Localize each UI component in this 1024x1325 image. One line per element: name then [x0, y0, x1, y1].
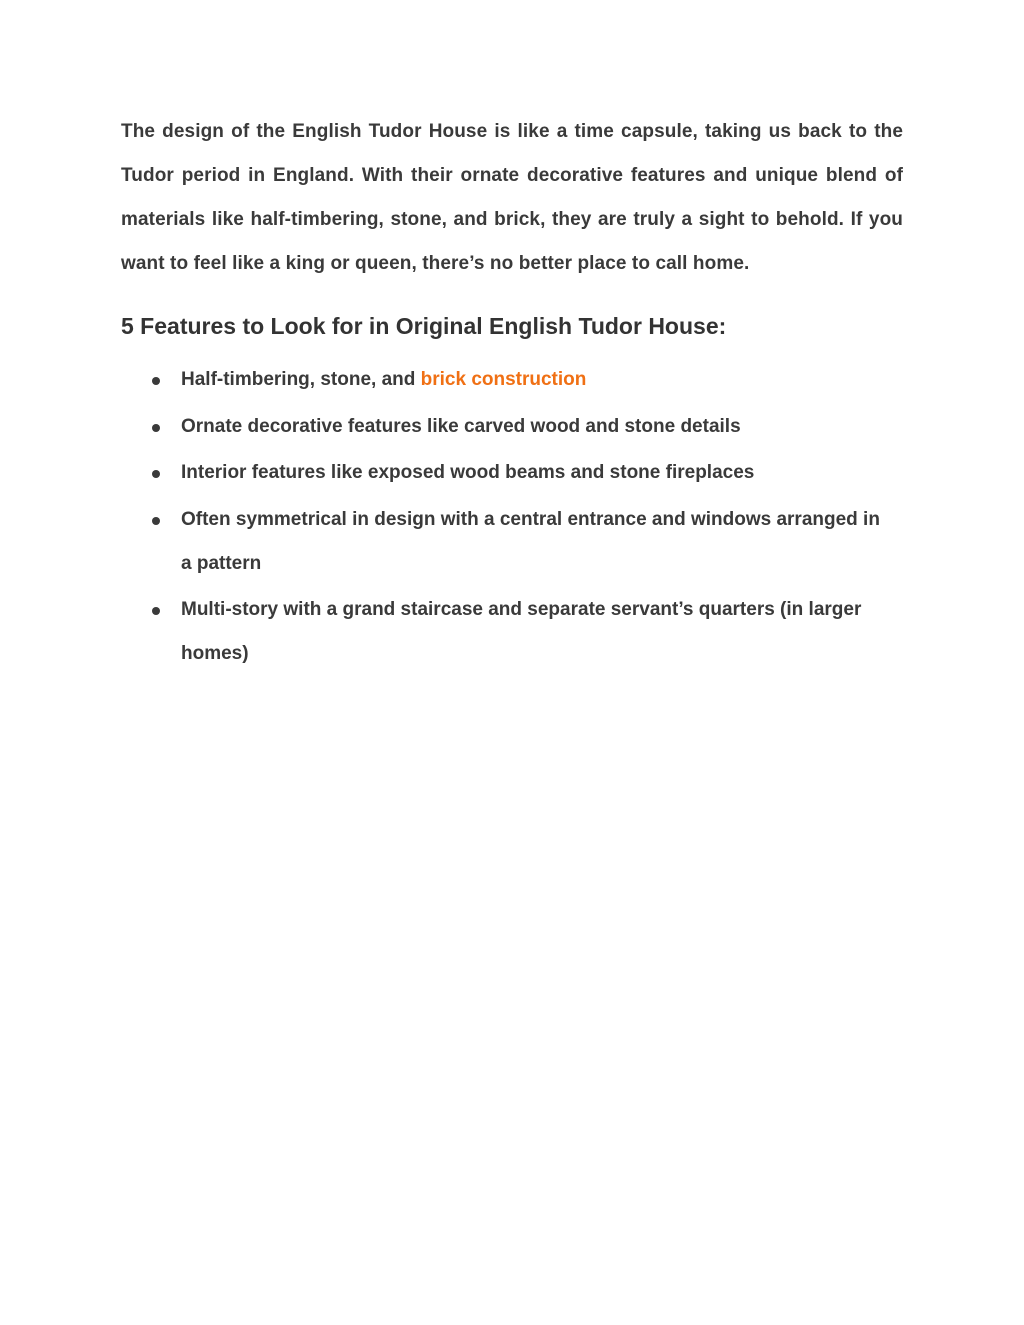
list-item-text: Half-timbering, stone, and	[181, 369, 421, 390]
brick-construction-link[interactable]: brick construction	[420, 369, 587, 390]
list-item	[121, 358, 903, 402]
list-item-text: Often symmetrical in design with a central entrance and windows arranged in a pattern	[181, 508, 880, 574]
list-item	[121, 498, 903, 586]
list-item-text: Ornate decorative features like carved wood and stone details	[181, 415, 741, 437]
list-item	[121, 451, 903, 495]
features-list	[121, 358, 903, 676]
list-item-text: Interior features like exposed wood beams and stone fireplaces	[181, 462, 755, 483]
bullet-icon	[152, 377, 160, 385]
intro-paragraph: The design of the English Tudor House is like a time capsule, taking us back to the Tudor period in England. With their ornate decorative features and unique blend of materials like half-timbering, stone, and brick, they are truly a sight to behold. If you want to feel like a king or queen, there’s no better place to call home.	[121, 121, 903, 274]
list-item	[121, 588, 903, 676]
bullet-icon	[152, 424, 160, 432]
section-heading: 5 Features to Look for in Original English Tudor House:	[121, 313, 727, 339]
bullet-icon	[152, 517, 160, 525]
bullet-icon	[152, 470, 160, 478]
document-page	[121, 110, 903, 679]
list-item	[121, 405, 903, 449]
bullet-icon	[152, 607, 160, 615]
list-item-text: Multi-story with a grand staircase and separate servant’s quarters (in larger homes)	[181, 599, 862, 664]
